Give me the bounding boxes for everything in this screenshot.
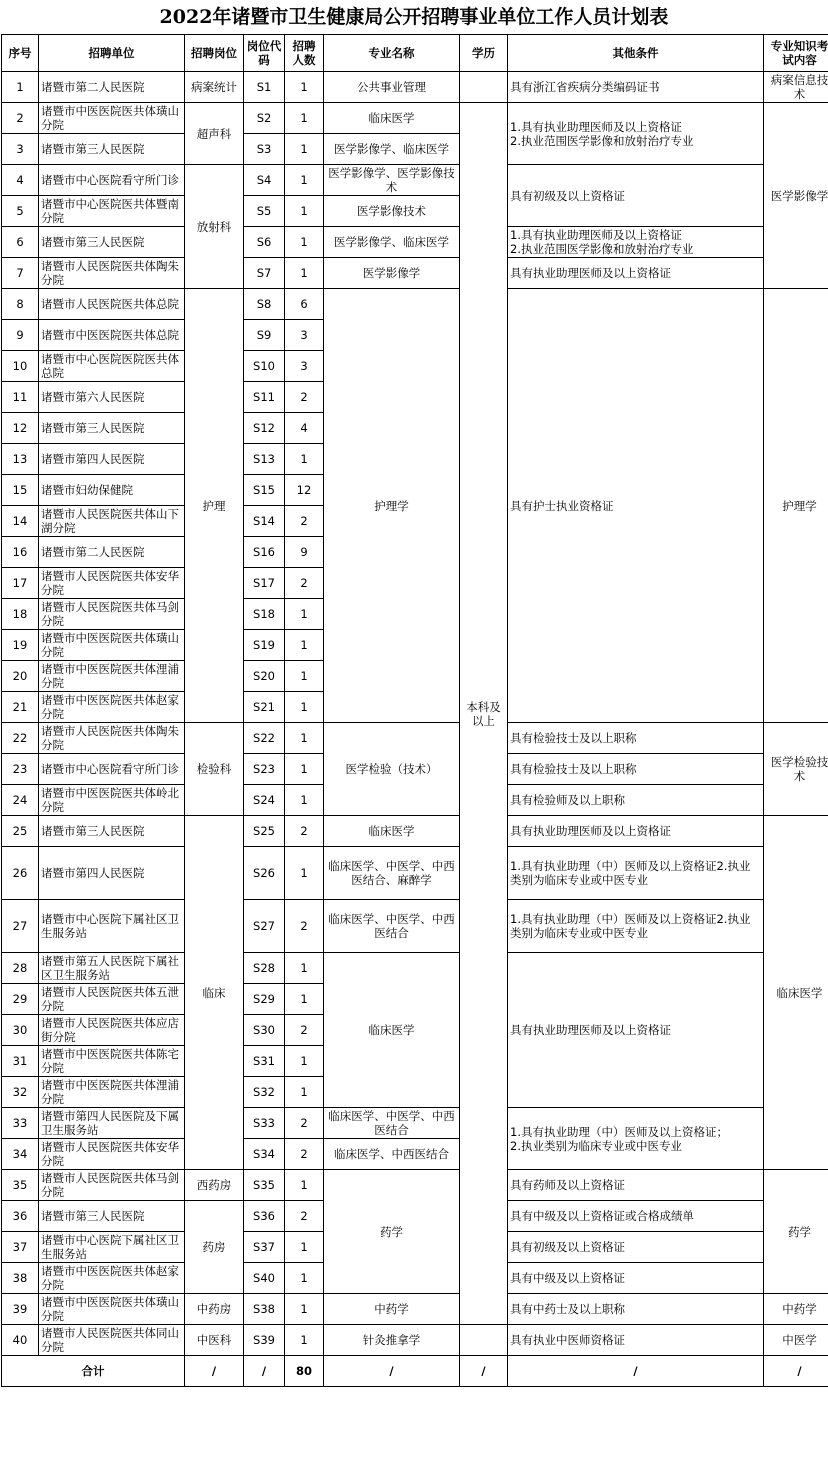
row-conditions: 1.具有执业助理医师及以上资格证 2.执业范围医学影像和放射治疗专业 <box>508 227 764 258</box>
row-code: S30 <box>244 1015 285 1046</box>
row-code: S18 <box>244 599 285 630</box>
row-unit: 诸暨市中医医院医共体璜山分院 <box>39 103 185 134</box>
table-row <box>2 72 828 103</box>
row-code: S29 <box>244 984 285 1015</box>
table-row <box>2 1108 828 1139</box>
row-unit: 诸暨市人民医院医共体陶朱分院 <box>39 723 185 754</box>
row-unit: 诸暨市人民医院医共体安华分院 <box>39 568 185 599</box>
row-major: 医学检验（技术） <box>324 723 460 816</box>
row-seq: 29 <box>2 984 39 1015</box>
row-count: 2 <box>285 816 324 847</box>
row-unit: 诸暨市第四人民医院 <box>39 847 185 900</box>
row-seq: 2 <box>2 103 39 134</box>
table-row <box>2 289 828 320</box>
row-unit: 诸暨市第三人民医院 <box>39 227 185 258</box>
row-code: S19 <box>244 630 285 661</box>
table-row <box>2 816 828 847</box>
row-count: 12 <box>285 475 324 506</box>
row-major: 临床医学 <box>324 953 460 1108</box>
header-count: 招聘人数 <box>285 35 324 72</box>
row-code: S28 <box>244 953 285 984</box>
row-seq: 14 <box>2 506 39 537</box>
row-post: 放射科 <box>185 165 244 289</box>
header-exam: 专业知识考试内容 <box>764 35 828 72</box>
row-unit: 诸暨市中心医院看守所门诊 <box>39 754 185 785</box>
row-major: 公共事业管理 <box>324 72 460 103</box>
row-count: 1 <box>285 847 324 900</box>
row-conditions: 1.具有执业助理医师及以上资格证 2.执业范围医学影像和放射治疗专业 <box>508 103 764 165</box>
row-count: 1 <box>285 227 324 258</box>
row-count: 1 <box>285 1325 324 1356</box>
row-code: S39 <box>244 1325 285 1356</box>
row-count: 1 <box>285 1294 324 1325</box>
row-seq: 15 <box>2 475 39 506</box>
row-code: S36 <box>244 1201 285 1232</box>
total-cell: / <box>460 1356 508 1387</box>
table-row <box>2 723 828 754</box>
row-code: S33 <box>244 1108 285 1139</box>
row-count: 2 <box>285 506 324 537</box>
row-unit: 诸暨市第二人民医院 <box>39 72 185 103</box>
row-count: 9 <box>285 537 324 568</box>
row-major: 药学 <box>324 1170 460 1294</box>
row-code: S20 <box>244 661 285 692</box>
row-post: 检验科 <box>185 723 244 816</box>
row-unit: 诸暨市人民医院医共体陶朱分院 <box>39 258 185 289</box>
row-unit: 诸暨市中医医院医共体浬浦分院 <box>39 1077 185 1108</box>
row-major: 临床医学 <box>324 816 460 847</box>
row-seq: 7 <box>2 258 39 289</box>
page-title: 2022年诸暨市卫生健康局公开招聘事业单位工作人员计划表 <box>159 6 669 28</box>
row-seq: 9 <box>2 320 39 351</box>
row-unit: 诸暨市人民医院医共体同山分院 <box>39 1325 185 1356</box>
row-count: 1 <box>285 723 324 754</box>
row-code: S15 <box>244 475 285 506</box>
row-code: S9 <box>244 320 285 351</box>
row-code: S22 <box>244 723 285 754</box>
header-conditions: 其他条件 <box>508 35 764 72</box>
row-education-empty <box>460 1325 508 1356</box>
total-row <box>2 1356 828 1387</box>
row-count: 1 <box>285 692 324 723</box>
row-count: 1 <box>285 1232 324 1263</box>
row-seq: 20 <box>2 661 39 692</box>
row-count: 1 <box>285 165 324 196</box>
row-unit: 诸暨市中医医院医共体赵家分院 <box>39 692 185 723</box>
row-count: 6 <box>285 289 324 320</box>
row-seq: 35 <box>2 1170 39 1201</box>
row-seq: 3 <box>2 134 39 165</box>
row-seq: 10 <box>2 351 39 382</box>
row-post: 超声科 <box>185 103 244 165</box>
row-count: 1 <box>285 599 324 630</box>
row-conditions: 具有检验师及以上职称 <box>508 785 764 816</box>
recruitment-plan-table <box>1 34 828 1387</box>
table-row <box>2 1170 828 1201</box>
row-code: S17 <box>244 568 285 599</box>
row-conditions: 具有中级及以上资格证 <box>508 1263 764 1294</box>
row-major: 针灸推拿学 <box>324 1325 460 1356</box>
table-row <box>2 953 828 984</box>
row-exam: 护理学 <box>764 289 828 723</box>
row-code: S25 <box>244 816 285 847</box>
row-seq: 30 <box>2 1015 39 1046</box>
row-count: 4 <box>285 413 324 444</box>
row-seq: 40 <box>2 1325 39 1356</box>
row-conditions: 具有浙江省疾病分类编码证书 <box>508 72 764 103</box>
row-conditions: 具有初级及以上资格证 <box>508 165 764 227</box>
row-conditions: 具有执业助理医师及以上资格证 <box>508 816 764 847</box>
row-count: 3 <box>285 320 324 351</box>
row-seq: 8 <box>2 289 39 320</box>
row-post: 中医科 <box>185 1325 244 1356</box>
row-seq: 37 <box>2 1232 39 1263</box>
row-unit: 诸暨市中心医院看守所门诊 <box>39 165 185 196</box>
row-post: 西药房 <box>185 1170 244 1201</box>
row-seq: 27 <box>2 900 39 953</box>
row-code: S38 <box>244 1294 285 1325</box>
row-unit: 诸暨市第四人民医院 <box>39 444 185 475</box>
row-seq: 5 <box>2 196 39 227</box>
row-exam: 中医学 <box>764 1325 828 1356</box>
row-education-empty <box>460 72 508 103</box>
row-major: 临床医学、中医学、中西医结合 <box>324 1108 460 1139</box>
row-major: 中药学 <box>324 1294 460 1325</box>
row-code: S37 <box>244 1232 285 1263</box>
row-count: 1 <box>285 103 324 134</box>
row-post: 临床 <box>185 816 244 1170</box>
total-count: 80 <box>285 1356 324 1387</box>
row-unit: 诸暨市中心医院下属社区卫生服务站 <box>39 1232 185 1263</box>
row-conditions: 具有护士执业资格证 <box>508 289 764 723</box>
row-unit: 诸暨市人民医院医共体山下湖分院 <box>39 506 185 537</box>
row-count: 1 <box>285 785 324 816</box>
row-seq: 22 <box>2 723 39 754</box>
row-unit: 诸暨市中医医院医共体璜山分院 <box>39 630 185 661</box>
row-unit: 诸暨市人民医院医共体马剑分院 <box>39 599 185 630</box>
row-seq: 26 <box>2 847 39 900</box>
row-unit: 诸暨市人民医院医共体总院 <box>39 289 185 320</box>
row-conditions: 具有检验技士及以上职称 <box>508 723 764 754</box>
row-exam: 医学检验技术 <box>764 723 828 816</box>
row-conditions: 具有中药士及以上职称 <box>508 1294 764 1325</box>
header-seq: 序号 <box>2 35 39 72</box>
row-count: 1 <box>285 630 324 661</box>
row-code: S13 <box>244 444 285 475</box>
row-count: 2 <box>285 1108 324 1139</box>
row-seq: 31 <box>2 1046 39 1077</box>
row-exam: 病案信息技术 <box>764 72 828 103</box>
row-unit: 诸暨市第四人民医院及下属卫生服务站 <box>39 1108 185 1139</box>
total-cell: / <box>324 1356 460 1387</box>
row-count: 1 <box>285 1046 324 1077</box>
row-seq: 12 <box>2 413 39 444</box>
row-conditions: 具有药师及以上资格证 <box>508 1170 764 1201</box>
row-count: 1 <box>285 953 324 984</box>
row-unit: 诸暨市第三人民医院 <box>39 816 185 847</box>
row-unit: 诸暨市第五人民医院下属社区卫生服务站 <box>39 953 185 984</box>
row-conditions: 具有检验技士及以上职称 <box>508 754 764 785</box>
row-unit: 诸暨市中医医院医共体陈宅分院 <box>39 1046 185 1077</box>
table-row <box>2 227 828 258</box>
row-code: S34 <box>244 1139 285 1170</box>
row-unit: 诸暨市中心医院下属社区卫生服务站 <box>39 900 185 953</box>
row-major: 临床医学、中医学、中西医结合、麻醉学 <box>324 847 460 900</box>
total-cell: / <box>185 1356 244 1387</box>
row-conditions: 具有执业助理医师及以上资格证 <box>508 953 764 1108</box>
row-post: 中药房 <box>185 1294 244 1325</box>
header-code: 岗位代码 <box>244 35 285 72</box>
row-unit: 诸暨市妇幼保健院 <box>39 475 185 506</box>
row-seq: 17 <box>2 568 39 599</box>
row-exam: 医学影像学 <box>764 103 828 289</box>
row-conditions: 具有中级及以上资格证或合格成绩单 <box>508 1201 764 1232</box>
row-seq: 39 <box>2 1294 39 1325</box>
row-seq: 28 <box>2 953 39 984</box>
row-code: S5 <box>244 196 285 227</box>
table-row <box>2 103 828 134</box>
row-conditions: 1.具有执业助理（中）医师及以上资格证； 2.执业类别为临床专业或中医专业 <box>508 1108 764 1170</box>
row-unit: 诸暨市第三人民医院 <box>39 1201 185 1232</box>
row-code: S16 <box>244 537 285 568</box>
row-unit: 诸暨市第三人民医院 <box>39 134 185 165</box>
row-count: 1 <box>285 134 324 165</box>
row-major: 临床医学 <box>324 103 460 134</box>
row-conditions: 具有执业中医师资格证 <box>508 1325 764 1356</box>
row-unit: 诸暨市中心医院医共体暨南分院 <box>39 196 185 227</box>
row-seq: 16 <box>2 537 39 568</box>
row-seq: 11 <box>2 382 39 413</box>
row-unit: 诸暨市第二人民医院 <box>39 537 185 568</box>
row-unit: 诸暨市中医医院医共体赵家分院 <box>39 1263 185 1294</box>
row-count: 1 <box>285 196 324 227</box>
row-code: S40 <box>244 1263 285 1294</box>
row-count: 1 <box>285 1170 324 1201</box>
row-post: 药房 <box>185 1201 244 1294</box>
table-row <box>2 258 828 289</box>
row-unit: 诸暨市人民医院医共体安华分院 <box>39 1139 185 1170</box>
row-code: S3 <box>244 134 285 165</box>
row-code: S2 <box>244 103 285 134</box>
row-count: 2 <box>285 1139 324 1170</box>
row-count: 1 <box>285 258 324 289</box>
header-education: 学历 <box>460 35 508 72</box>
row-code: S21 <box>244 692 285 723</box>
row-code: S35 <box>244 1170 285 1201</box>
row-major: 临床医学、中医学、中西医结合 <box>324 900 460 953</box>
table-row <box>2 900 828 953</box>
row-unit: 诸暨市中心医院医院医共体总院 <box>39 351 185 382</box>
row-count: 1 <box>285 984 324 1015</box>
row-code: S14 <box>244 506 285 537</box>
row-count: 2 <box>285 900 324 953</box>
row-count: 1 <box>285 754 324 785</box>
row-unit: 诸暨市中医医院医共体岭北分院 <box>39 785 185 816</box>
header-unit: 招聘单位 <box>39 35 185 72</box>
header-major: 专业名称 <box>324 35 460 72</box>
row-count: 1 <box>285 661 324 692</box>
row-seq: 18 <box>2 599 39 630</box>
table-row <box>2 847 828 900</box>
total-cell: / <box>764 1356 828 1387</box>
row-major: 医学影像学、医学影像技术 <box>324 165 460 196</box>
row-unit: 诸暨市人民医院医共体马剑分院 <box>39 1170 185 1201</box>
row-code: S4 <box>244 165 285 196</box>
row-count: 1 <box>285 444 324 475</box>
row-seq: 13 <box>2 444 39 475</box>
row-education: 本科及以上 <box>460 103 508 1325</box>
row-seq: 21 <box>2 692 39 723</box>
row-seq: 34 <box>2 1139 39 1170</box>
row-code: S27 <box>244 900 285 953</box>
row-unit: 诸暨市中医医院医共体总院 <box>39 320 185 351</box>
row-seq: 6 <box>2 227 39 258</box>
row-count: 2 <box>285 1201 324 1232</box>
total-cell: / <box>508 1356 764 1387</box>
row-code: S11 <box>244 382 285 413</box>
row-code: S1 <box>244 72 285 103</box>
row-post: 护理 <box>185 289 244 723</box>
row-seq: 1 <box>2 72 39 103</box>
row-seq: 24 <box>2 785 39 816</box>
row-major: 医学影像学 <box>324 258 460 289</box>
header-post: 招聘岗位 <box>185 35 244 72</box>
table-row <box>2 1325 828 1356</box>
row-unit: 诸暨市中医医院医共体浬浦分院 <box>39 661 185 692</box>
total-cell: / <box>244 1356 285 1387</box>
row-code: S8 <box>244 289 285 320</box>
row-count: 1 <box>285 1077 324 1108</box>
table-row <box>2 1294 828 1325</box>
row-conditions: 1.具有执业助理（中）医师及以上资格证2.执业类别为临床专业或中医专业 <box>508 847 764 900</box>
header-row <box>2 35 828 72</box>
row-seq: 4 <box>2 165 39 196</box>
row-major: 医学影像学、临床医学 <box>324 134 460 165</box>
row-unit: 诸暨市中医医院医共体璜山分院 <box>39 1294 185 1325</box>
row-count: 2 <box>285 382 324 413</box>
row-major: 医学影像学、临床医学 <box>324 227 460 258</box>
row-post: 病案统计 <box>185 72 244 103</box>
row-count: 1 <box>285 72 324 103</box>
row-unit: 诸暨市第六人民医院 <box>39 382 185 413</box>
row-code: S10 <box>244 351 285 382</box>
row-code: S6 <box>244 227 285 258</box>
table-row <box>2 165 828 196</box>
row-conditions: 具有执业助理医师及以上资格证 <box>508 258 764 289</box>
row-conditions: 1.具有执业助理（中）医师及以上资格证2.执业类别为临床专业或中医专业 <box>508 900 764 953</box>
row-seq: 33 <box>2 1108 39 1139</box>
row-code: S12 <box>244 413 285 444</box>
row-code: S24 <box>244 785 285 816</box>
row-seq: 23 <box>2 754 39 785</box>
row-exam: 中药学 <box>764 1294 828 1325</box>
row-seq: 19 <box>2 630 39 661</box>
row-conditions: 具有初级及以上资格证 <box>508 1232 764 1263</box>
row-unit: 诸暨市人民医院医共体五泄分院 <box>39 984 185 1015</box>
total-label: 合计 <box>2 1356 185 1387</box>
row-unit: 诸暨市人民医院医共体应店街分院 <box>39 1015 185 1046</box>
row-exam: 药学 <box>764 1170 828 1294</box>
row-exam: 临床医学 <box>764 816 828 1170</box>
row-count: 1 <box>285 1263 324 1294</box>
row-count: 2 <box>285 1015 324 1046</box>
row-seq: 25 <box>2 816 39 847</box>
row-seq: 38 <box>2 1263 39 1294</box>
row-seq: 32 <box>2 1077 39 1108</box>
row-code: S32 <box>244 1077 285 1108</box>
row-major: 临床医学、中西医结合 <box>324 1139 460 1170</box>
row-count: 2 <box>285 568 324 599</box>
row-count: 3 <box>285 351 324 382</box>
row-code: S26 <box>244 847 285 900</box>
row-major: 医学影像技术 <box>324 196 460 227</box>
row-major: 护理学 <box>324 289 460 723</box>
row-code: S31 <box>244 1046 285 1077</box>
row-seq: 36 <box>2 1201 39 1232</box>
row-code: S23 <box>244 754 285 785</box>
row-unit: 诸暨市第三人民医院 <box>39 413 185 444</box>
row-code: S7 <box>244 258 285 289</box>
